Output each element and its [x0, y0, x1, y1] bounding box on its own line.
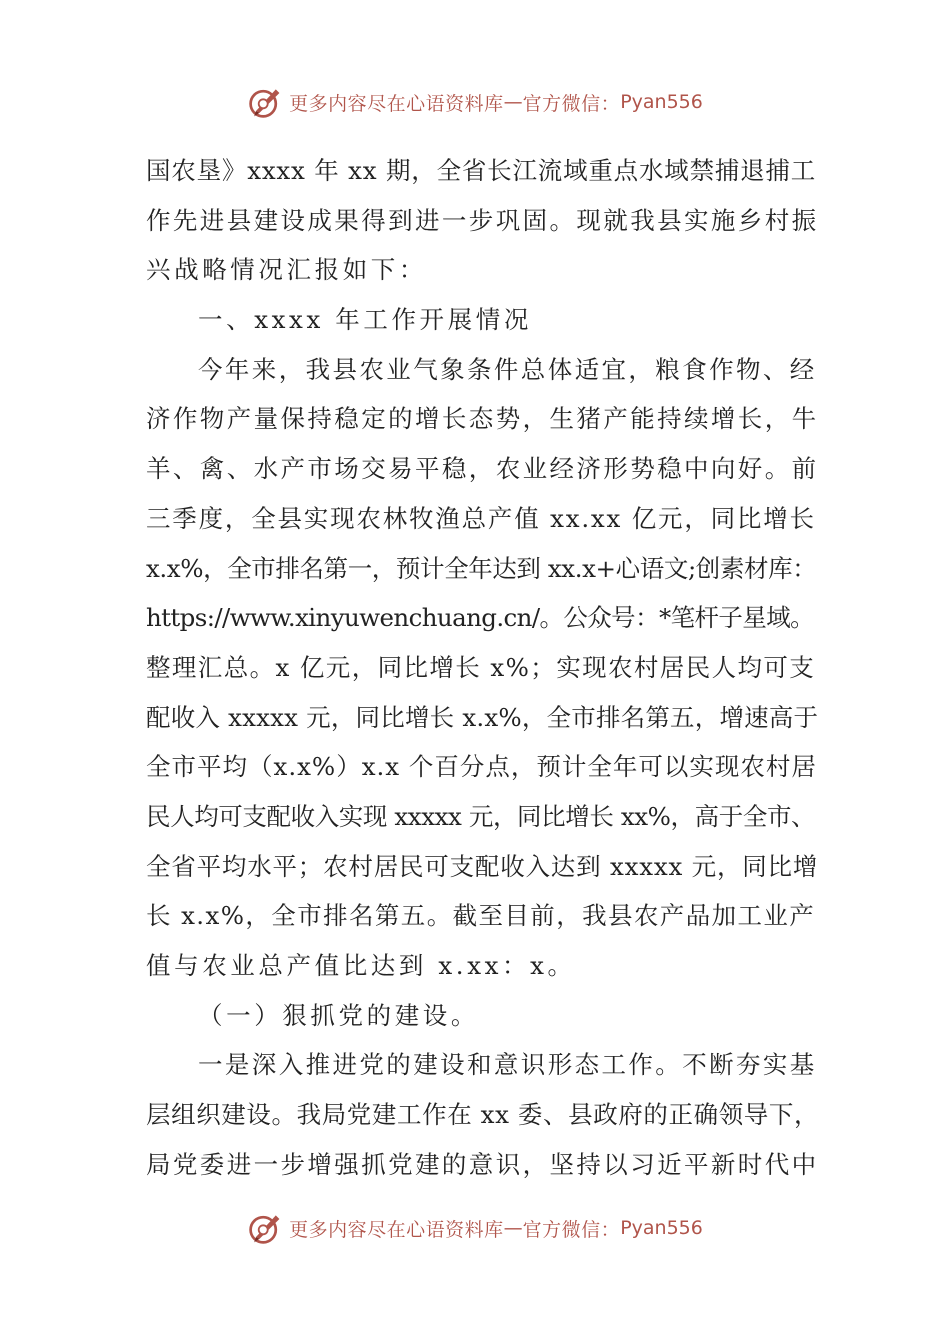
text-line: x.x%，全市排名第一，预计全年达到 xx.x+心语文;创素材库：	[146, 553, 817, 583]
text-line: 今年来，我县农业气象条件总体适宜，粮食作物、经	[198, 354, 817, 384]
watermark-text: 更多内容尽在心语资料库	[289, 1218, 504, 1241]
pen-logo-icon	[247, 84, 283, 120]
text-line: 一、xxxx 年工作开展情况	[198, 305, 532, 335]
document-body	[146, 146, 818, 1189]
watermark-label: 官方微信：	[522, 92, 621, 115]
text-line: 全市平均（x.x%）x.x 个百分点，预计全年可以实现农村居	[146, 752, 817, 782]
text-line: 济作物产量保持稳定的增长态势，生猪产能持续增长，牛	[146, 404, 819, 434]
footer-watermark	[0, 1208, 950, 1248]
watermark-label: 官方微信：	[522, 1218, 621, 1241]
watermark-text: 更多内容尽在心语资料库	[289, 92, 504, 115]
text-line: 三季度，全县实现农林牧渔总产值 xx.xx 亿元，同比增长	[146, 503, 816, 533]
text-line: 长 x.x%，全市排名第五。截至目前，我县农产品加工业产	[146, 901, 816, 931]
text-line: 值与农业总产值比达到 x.xx：x。	[146, 951, 576, 980]
text-line: 配收入 xxxxx 元，同比增长 x.x%，全市排名第五，增速高于	[146, 702, 819, 732]
watermark-separator: —	[503, 1217, 523, 1239]
pen-logo-icon	[247, 1210, 283, 1246]
text-line: 全省平均水平；农村居民可支配收入达到 xxxxx 元，同比增	[146, 851, 819, 881]
text-line: https://www.xinyuwenchuang.cn/。公众号：*笔杆子星域。	[146, 603, 815, 633]
text-line: 作先进县建设成果得到进一步巩固。现就我县实施乡村振	[146, 205, 819, 235]
watermark-handle: Pyan556	[620, 1217, 703, 1239]
watermark-handle: Pyan556	[620, 91, 703, 113]
text-line: 国农垦》xxxx 年 xx 期，全省长江流域重点水域禁捕退捕工	[146, 156, 817, 185]
text-line: 兴战略情况汇报如下：	[146, 255, 427, 285]
text-line: 整理汇总。x 亿元，同比增长 x%；实现农村居民人均可支	[146, 652, 816, 682]
text-line: （一）狠抓党的建设。	[198, 1000, 479, 1030]
header-watermark	[0, 82, 950, 122]
text-line: 一是深入推进党的建设和意识形态工作。不断夯实基	[198, 1050, 817, 1080]
text-line: 羊、禽、水产市场交易平稳，农业经济形势稳中向好。前	[146, 454, 819, 484]
text-line: 民人均可支配收入实现 xxxxx 元，同比增长 xx%，高于全市、	[146, 801, 816, 831]
text-line: 局党委进一步增强抓党建的意识，坚持以习近平新时代中	[146, 1149, 819, 1179]
text-line: 层组织建设。我局党建工作在 xx 委、县政府的正确领导下，	[146, 1100, 820, 1130]
watermark-separator: —	[503, 91, 523, 113]
